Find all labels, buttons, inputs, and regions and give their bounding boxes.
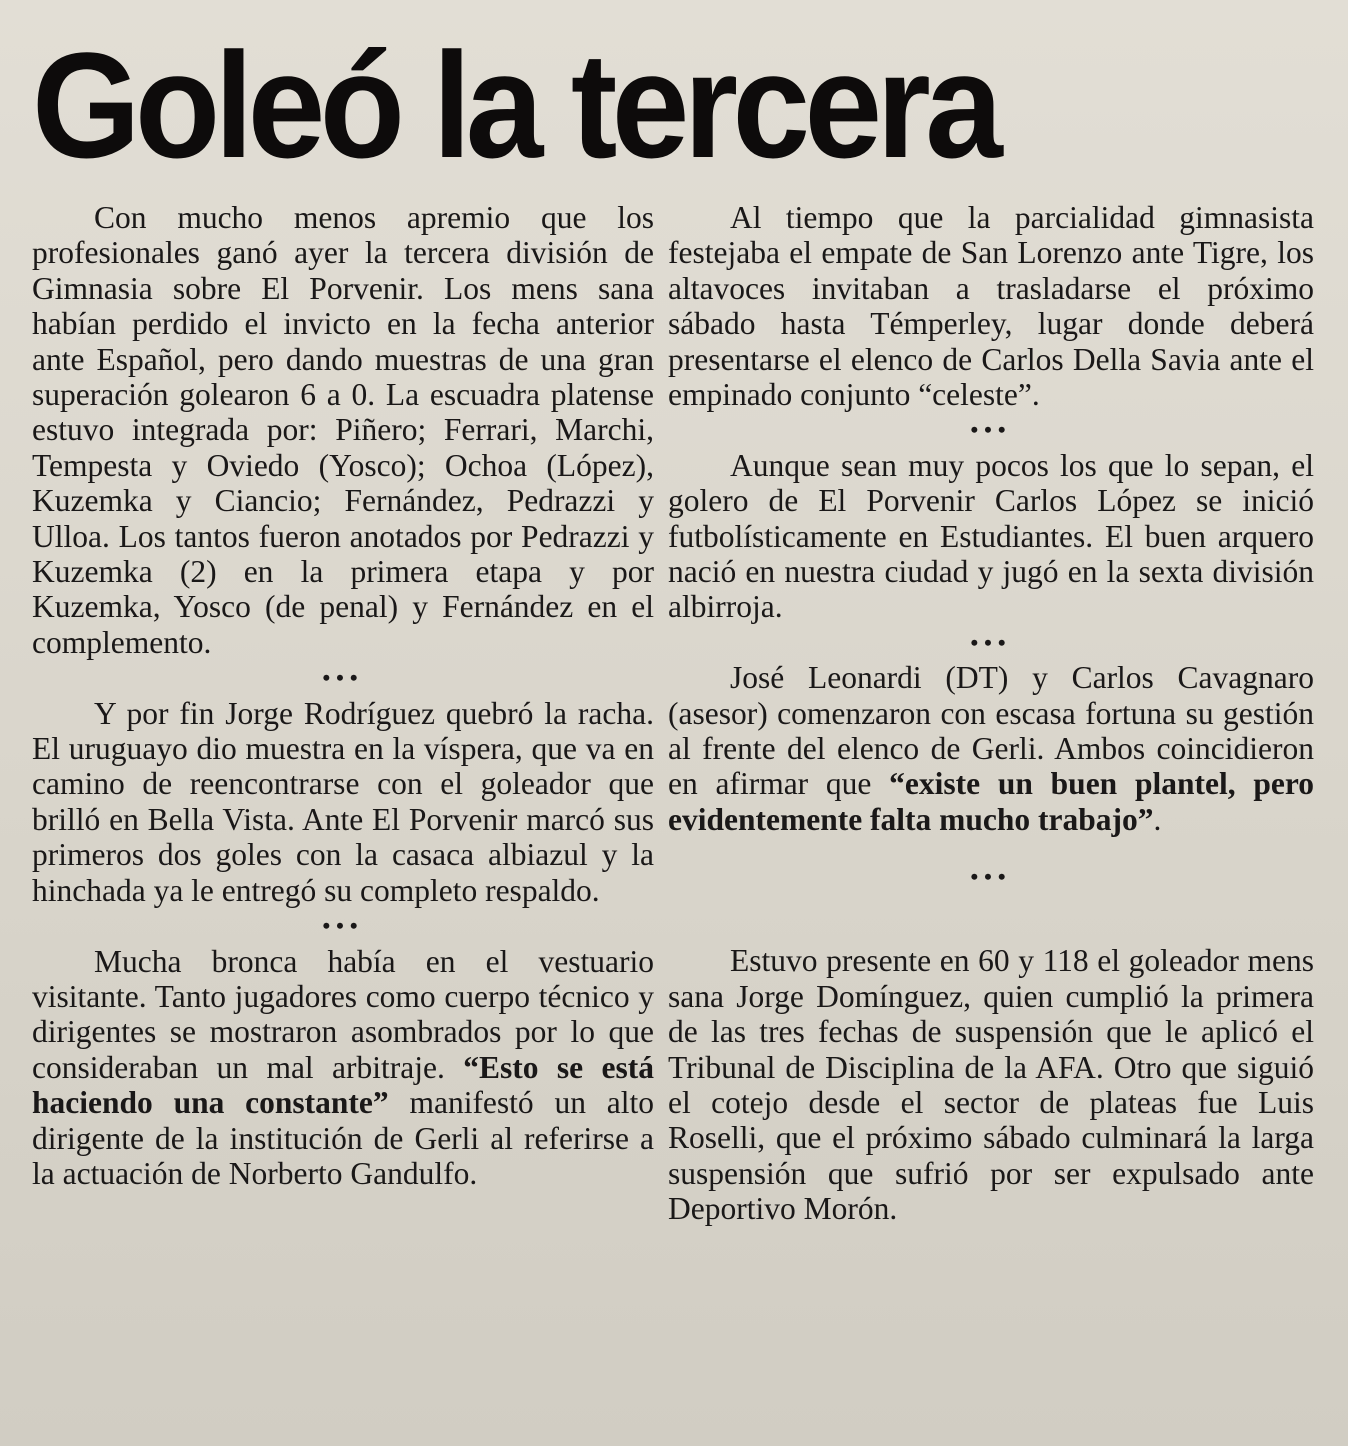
separator-dots: ••• <box>322 665 364 691</box>
paragraph-third-division-result: Con mucho menos apremio que los profesionales ganó ayer la tercera división de Gimnasia sobre El Porvenir. Los mens sana habían perdido el invicto en la fecha anterior ante Español, pero dando muestras de una gran superación golearon 6 a 0. La escuadra platense estuvo integrada por: Piñero; Ferrari, Marchi, Tempesta y Oviedo (Yosco); Ochoa (López), Kuzemka y Ciancio; Fernández, Pedrazzi y Ulloa. Los tantos fueron anotados por Pedrazzi y Kuzemka (2) en la primera etapa y por Kuzemka, Yosco (de penal) y Fernández en el complemento. <box>32 200 654 660</box>
quote-text: “existe un buen plantel, pero evidentemente falta mucho trabajo” <box>668 766 1314 837</box>
paragraph-text: José Leonardi (DT) y Carlos Cavagnaro (asesor) comenzaron con escasa fortuna su gestión al frente del elenco de Gerli. Ambos coincidieron en afirmar que <box>668 660 1314 802</box>
paragraph-temperley-announcement: Al tiempo que la parcialidad gimnasista festejaba el empate de San Lorenzo ante Tigre, los altavoces invitaban a trasladarse el próximo sábado hasta Témperley, lugar donde deberá presentarse el elenco de Carlos Della Savia ante el empinado conjunto “celeste”. <box>668 200 1314 413</box>
separator-dots: ••• <box>970 864 1012 890</box>
paragraph-visitors-complaint <box>32 944 654 1192</box>
separator-dots: ••• <box>970 417 1012 443</box>
paragraph-leonardi-cavagnaro <box>668 660 1314 837</box>
paragraph-text: . <box>1153 801 1162 837</box>
quote-text: “Esto se está haciendo una constante” <box>32 1049 654 1121</box>
right-column <box>668 200 1314 1227</box>
left-column <box>32 200 654 1191</box>
paragraph-jorge-rodriguez: Y por fin Jorge Rodríguez quebró la racha. El uruguayo dio muestra en la víspera, que va en camino de reencontrarse con el goleador que brilló en Bella Vista. Ante El Porvenir marcó sus primeros dos goles con la casaca albiazul y la hinchada ya le entregó su completo respaldo. <box>32 695 654 908</box>
paragraph-text: Mucha bronca había en el vestuario visitante. Tanto jugadores como cuerpo técnico y dirigentes se mostraron asombrados por lo que consideraban un mal arbitraje. <box>32 943 654 1085</box>
separator-dots: ••• <box>322 913 364 939</box>
paragraph-text: manifestó un alto dirigente de la institución de Gerli al referirse a la actuación de Norberto Gandulfo. <box>32 1085 655 1191</box>
paragraph-dominguez-roselli: Estuvo presente en 60 y 118 el goleador mens sana Jorge Domínguez, quien cumplió la primera de las tres fechas de suspensión que le aplicó el Tribunal de Disciplina de la AFA. Otro que siguió el cotejo desde el sector de plateas fue Luis Roselli, que el próximo sábado culminará la larga suspensión que sufrió por ser expulsado ante Deportivo Morón. <box>668 943 1314 1227</box>
paragraph-goalkeeper-lopez: Aunque sean muy pocos los que lo sepan, el golero de El Porvenir Carlos López se inició futbolísticamente en Estudiantes. El buen arquero nació en nuestra ciudad y jugó en la sexta división albirroja. <box>668 447 1314 625</box>
separator-dots: ••• <box>970 629 1012 655</box>
headline: Goleó la tercera <box>32 21 998 189</box>
